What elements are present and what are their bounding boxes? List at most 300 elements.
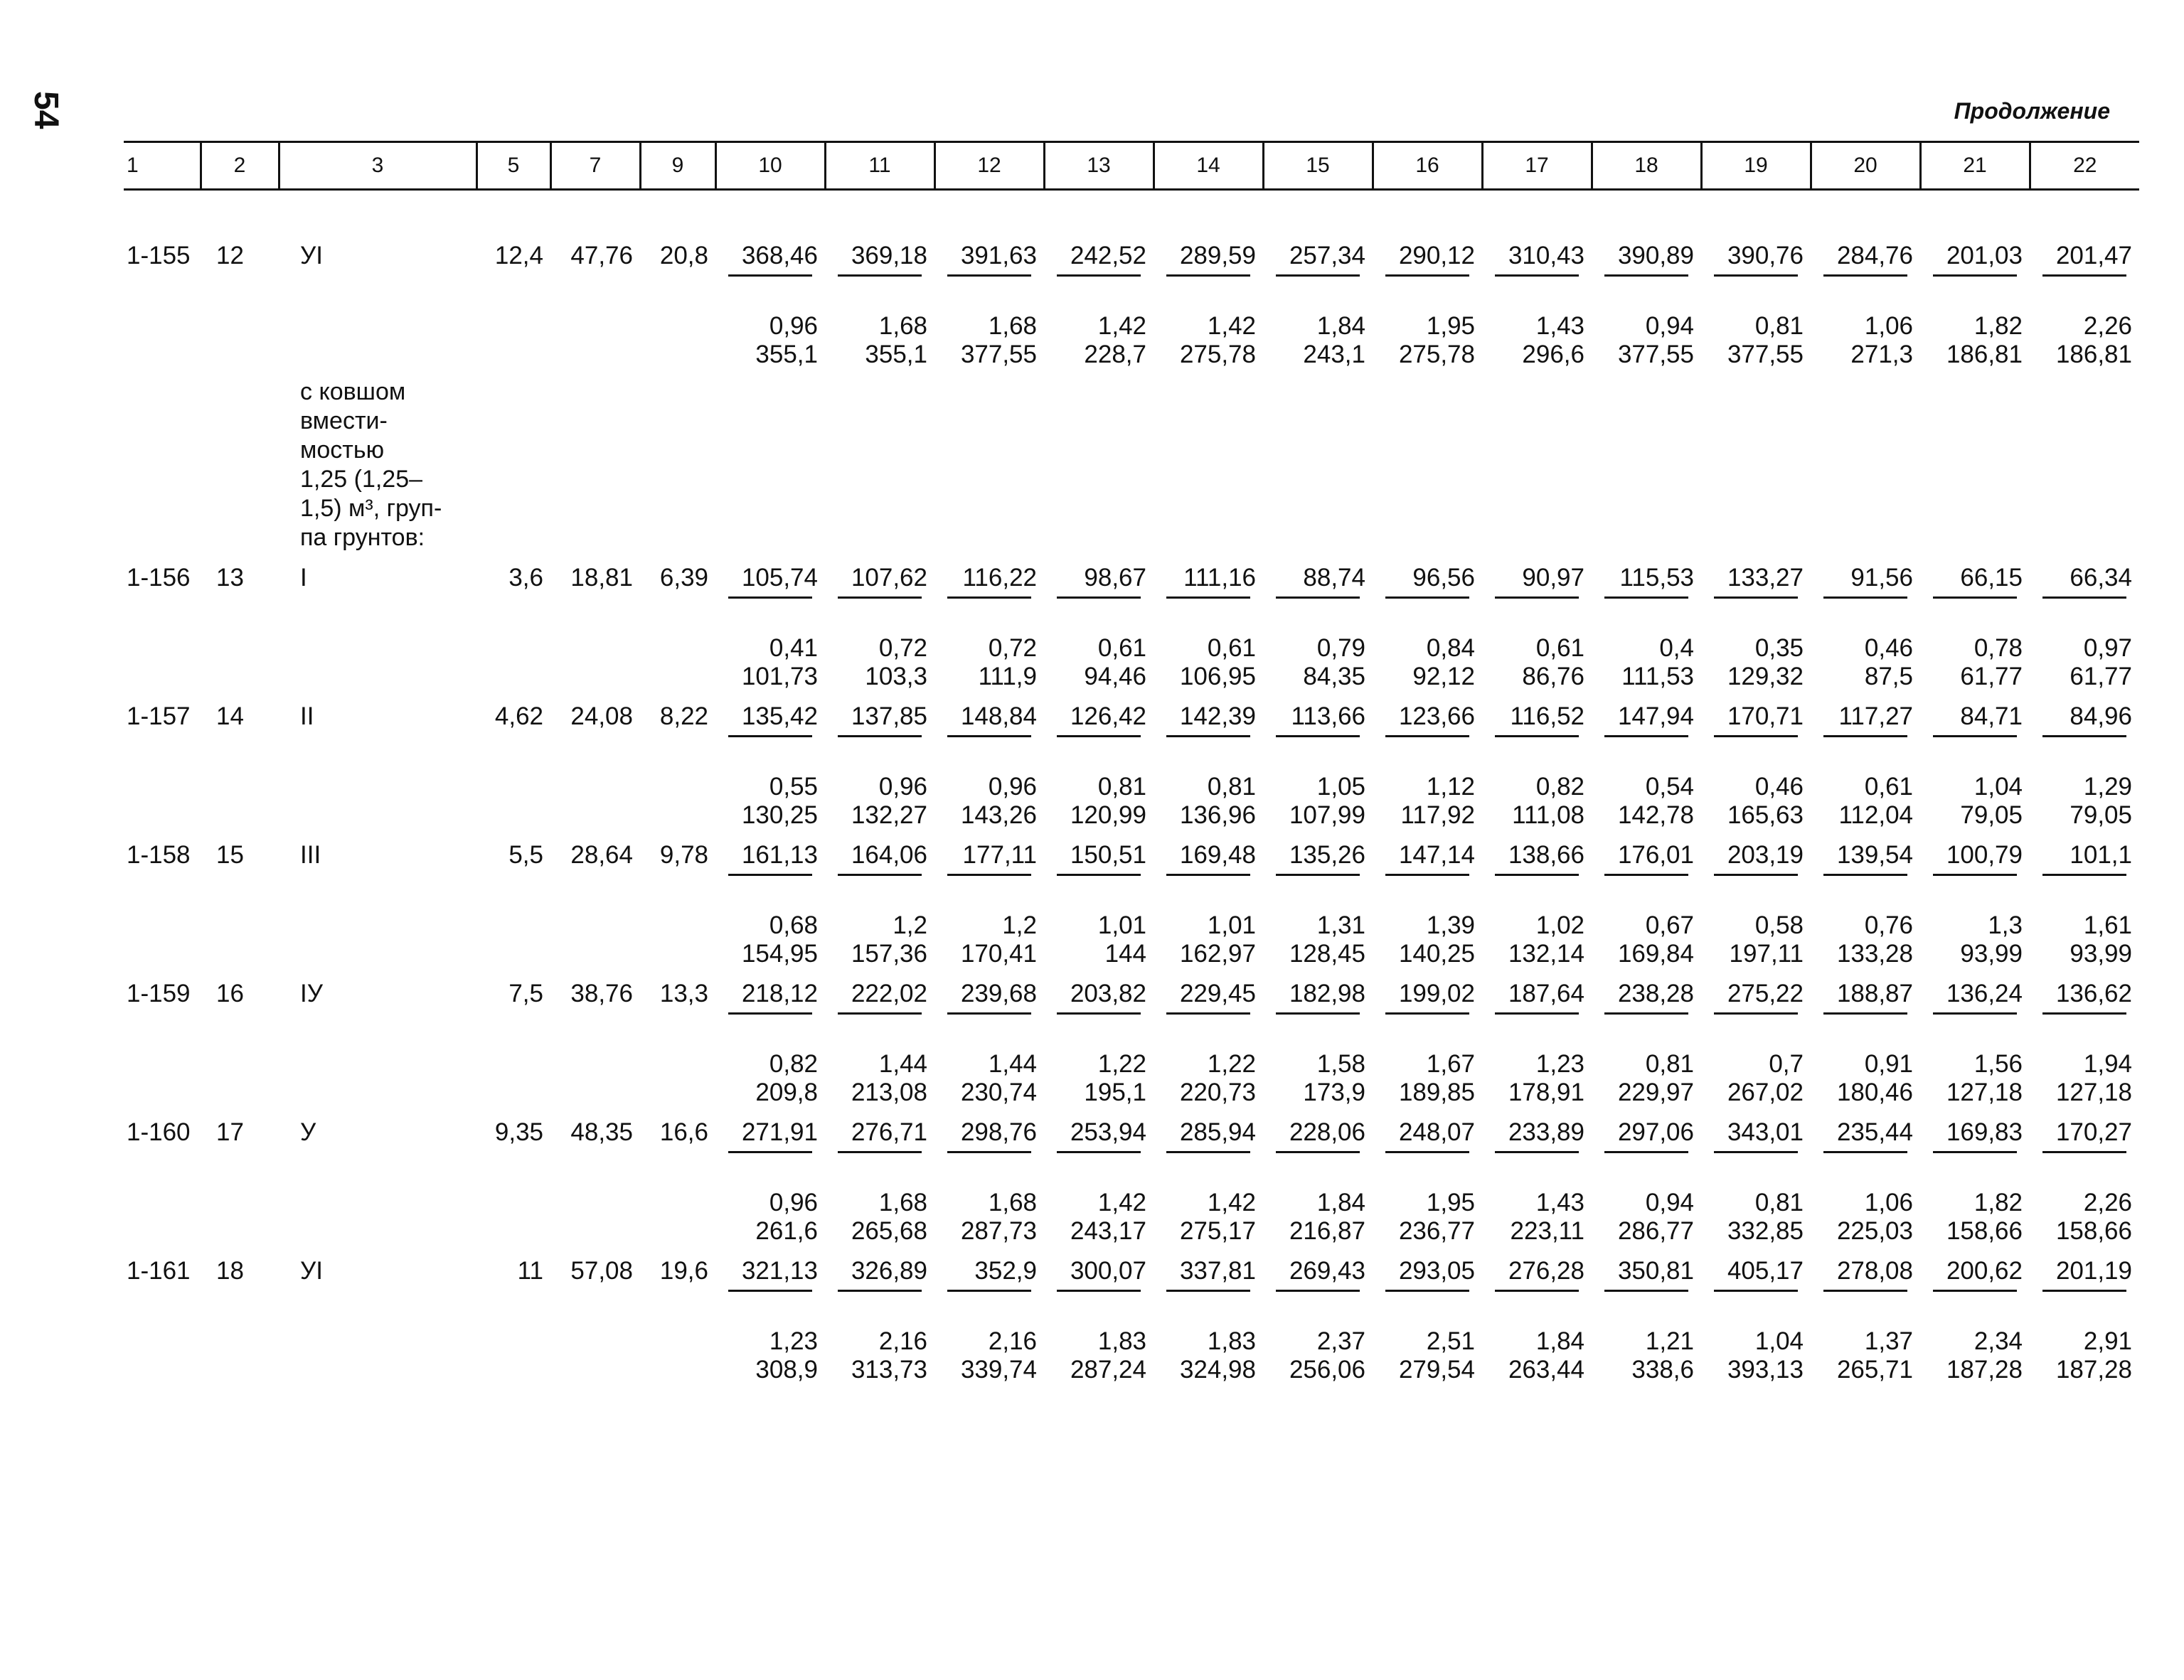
value-cell [1044, 1107, 1154, 1246]
value-top: 203,82 [1070, 980, 1146, 1007]
cell-col5: 5,5 [508, 841, 543, 869]
fraction-divider [1933, 735, 2017, 766]
value-cell [825, 1107, 934, 1246]
value-mid: 0,97 [2083, 634, 2132, 662]
value-top: 164,06 [851, 841, 927, 869]
value-cell [715, 830, 825, 968]
value-bottom: 216,87 [1289, 1217, 1365, 1245]
value-top: 105,74 [741, 564, 818, 592]
fraction-divider [1495, 1151, 1579, 1182]
value-top: 369,18 [851, 242, 927, 269]
value-mid: 1,68 [988, 312, 1037, 340]
table-body [124, 190, 2139, 1385]
value-bottom: 287,24 [1070, 1356, 1146, 1384]
value-cell [1811, 230, 1920, 369]
fraction-divider [1057, 1012, 1141, 1043]
value-mid: 1,23 [1535, 1050, 1584, 1078]
cell-col7: 57,08 [570, 1257, 633, 1285]
value-top: 269,43 [1289, 1257, 1365, 1285]
value-cell [1701, 552, 1811, 691]
cell-col7: 38,76 [570, 980, 633, 1007]
value-cell [2030, 830, 2139, 968]
value-top: 276,71 [851, 1118, 927, 1146]
value-mid: 0,46 [1864, 634, 1913, 662]
value-cell [715, 552, 825, 691]
value-cell [1154, 1107, 1263, 1246]
fraction-divider [1166, 1012, 1250, 1043]
fraction-divider [1604, 1151, 1688, 1182]
value-mid: 0,35 [1754, 634, 1804, 662]
column-header: 15 [1263, 142, 1373, 190]
fraction-divider [1057, 1151, 1141, 1182]
fraction-divider [947, 1151, 1031, 1182]
value-cell [1373, 968, 1482, 1107]
fraction-divider [1495, 1290, 1579, 1320]
value-cell [1482, 691, 1592, 830]
value-top: 107,62 [851, 564, 927, 592]
value-top: 201,19 [2055, 1257, 2132, 1285]
value-top: 300,07 [1070, 1257, 1146, 1285]
value-mid: 1,01 [1097, 911, 1146, 939]
value-top: 66,34 [2070, 564, 2132, 592]
value-cell [1811, 691, 1920, 830]
value-cell [1373, 552, 1482, 691]
value-mid: 0,94 [1645, 1189, 1694, 1216]
value-bottom: 377,55 [1727, 341, 1804, 368]
value-cell [1044, 230, 1154, 369]
value-top: 148,84 [960, 702, 1037, 730]
fraction-divider [1823, 874, 1907, 904]
value-cell [934, 1107, 1044, 1246]
table-row [124, 552, 2139, 691]
row-number: 13 [216, 564, 244, 592]
fraction-divider [728, 1012, 812, 1043]
value-bottom: 170,41 [960, 940, 1037, 968]
value-top: 278,08 [1836, 1257, 1913, 1285]
fraction-divider [1604, 274, 1688, 305]
value-mid: 2,16 [988, 1327, 1037, 1355]
subheading-row [124, 369, 2139, 552]
value-cell [1044, 968, 1154, 1107]
value-top: 147,94 [1617, 702, 1694, 730]
fraction-divider [947, 735, 1031, 766]
value-mid: 1,42 [1097, 312, 1146, 340]
value-top: 135,26 [1289, 841, 1365, 869]
row-code: 1-157 [127, 702, 191, 730]
value-cell [1044, 552, 1154, 691]
value-top: 90,97 [1522, 564, 1584, 592]
value-mid: 2,16 [878, 1327, 927, 1355]
value-mid: 2,26 [2083, 1189, 2132, 1216]
table-row [124, 1246, 2139, 1384]
value-bottom: 263,44 [1508, 1356, 1584, 1384]
fraction-divider [728, 874, 812, 904]
value-cell [2030, 1107, 2139, 1246]
fraction-divider [1276, 596, 1360, 627]
value-bottom: 93,99 [2070, 940, 2132, 968]
fraction-divider [2042, 596, 2126, 627]
fraction-divider [1166, 1151, 1250, 1182]
value-top: 126,42 [1070, 702, 1146, 730]
value-bottom: 209,8 [755, 1079, 818, 1106]
bucket-subheading: с ковшом вмести- мостью 1,25 (1,25– 1,5) м³, груп- па грунтов: [300, 378, 442, 551]
value-cell [1701, 1246, 1811, 1384]
row-number: 15 [216, 841, 244, 869]
fraction-divider [1385, 274, 1469, 305]
value-mid: 1,01 [1207, 911, 1256, 939]
value-mid: 1,68 [878, 312, 927, 340]
value-top: 321,13 [741, 1257, 818, 1285]
fraction-divider [1823, 274, 1907, 305]
value-bottom: 187,28 [2055, 1356, 2132, 1384]
value-cell [1811, 552, 1920, 691]
value-top: 66,15 [1960, 564, 2023, 592]
fraction-divider [1823, 1151, 1907, 1182]
value-top: 352,9 [974, 1257, 1037, 1285]
value-cell [825, 230, 934, 369]
cell-col9: 20,8 [659, 242, 708, 269]
value-cell [1811, 968, 1920, 1107]
value-mid: 1,42 [1097, 1189, 1146, 1216]
value-cell [1592, 552, 1701, 691]
fraction-divider [1933, 1151, 2017, 1182]
value-bottom: 243,17 [1070, 1217, 1146, 1245]
row-code: 1-158 [127, 841, 191, 869]
table-row [124, 691, 2139, 830]
value-cell [825, 1246, 934, 1384]
column-header: 19 [1701, 142, 1811, 190]
cell-col9: 16,6 [659, 1118, 708, 1146]
value-bottom: 94,46 [1084, 663, 1146, 690]
value-cell [1701, 1107, 1811, 1246]
row-number: 14 [216, 702, 244, 730]
value-cell [1044, 1246, 1154, 1384]
value-top: 142,39 [1179, 702, 1256, 730]
fraction-divider [1276, 1012, 1360, 1043]
row-number: 17 [216, 1118, 244, 1146]
value-top: 138,66 [1508, 841, 1584, 869]
value-mid: 0,96 [878, 773, 927, 801]
soil-group: III [300, 841, 321, 869]
value-cell [1263, 1107, 1373, 1246]
value-mid: 0,81 [1754, 1189, 1804, 1216]
fraction-divider [838, 1151, 922, 1182]
value-top: 100,79 [1946, 841, 2023, 869]
fraction-divider [1276, 274, 1360, 305]
value-mid: 1,61 [2083, 911, 2132, 939]
value-bottom: 132,27 [851, 801, 927, 829]
value-cell [1701, 230, 1811, 369]
value-mid: 2,34 [1973, 1327, 2023, 1355]
column-header: 3 [279, 142, 476, 190]
value-bottom: 158,66 [2055, 1217, 2132, 1245]
value-mid: 1,44 [878, 1050, 927, 1078]
value-mid: 1,82 [1973, 312, 2023, 340]
fraction-divider [1385, 1012, 1469, 1043]
value-mid: 1,3 [1988, 911, 2023, 939]
value-bottom: 165,63 [1727, 801, 1804, 829]
value-cell [1482, 830, 1592, 968]
value-bottom: 186,81 [1946, 341, 2023, 368]
value-bottom: 339,74 [960, 1356, 1037, 1384]
value-top: 222,02 [851, 980, 927, 1007]
value-bottom: 195,1 [1084, 1079, 1146, 1106]
value-mid: 0,81 [1097, 773, 1146, 801]
value-mid: 0,78 [1973, 634, 2023, 662]
fraction-divider [1604, 1012, 1688, 1043]
column-header: 21 [1920, 142, 2030, 190]
value-top: 271,91 [741, 1118, 818, 1146]
fraction-divider [1823, 1290, 1907, 1320]
fraction-divider [728, 274, 812, 305]
value-bottom: 111,53 [1621, 663, 1694, 690]
value-top: 135,42 [741, 702, 818, 730]
value-top: 298,76 [960, 1118, 1037, 1146]
fraction-divider [1057, 874, 1141, 904]
value-mid: 1,84 [1316, 312, 1365, 340]
value-mid: 1,94 [2083, 1050, 2132, 1078]
fraction-divider [1933, 274, 2017, 305]
value-mid: 0,61 [1864, 773, 1913, 801]
value-mid: 0,67 [1645, 911, 1694, 939]
value-bottom: 180,46 [1836, 1079, 1913, 1106]
value-bottom: 178,91 [1508, 1079, 1584, 1106]
value-bottom: 61,77 [2070, 663, 2132, 690]
page-number: 54 [27, 91, 65, 129]
value-cell [715, 1107, 825, 1246]
header-row [124, 142, 2139, 190]
value-mid: 0,72 [988, 634, 1037, 662]
value-mid: 1,12 [1426, 773, 1475, 801]
cell-col7: 18,81 [570, 564, 633, 592]
value-top: 113,66 [1291, 702, 1365, 730]
value-cell [934, 691, 1044, 830]
value-bottom: 197,11 [1729, 940, 1804, 968]
value-mid: 1,39 [1426, 911, 1475, 939]
fraction-divider [838, 1012, 922, 1043]
value-cell [1044, 830, 1154, 968]
soil-group: IУ [300, 980, 323, 1007]
value-mid: 1,44 [988, 1050, 1037, 1078]
cell-col9: 9,78 [659, 841, 708, 869]
value-bottom: 87,5 [1864, 663, 1913, 690]
value-top: 239,68 [960, 980, 1037, 1007]
value-cell [825, 552, 934, 691]
value-bottom: 256,06 [1289, 1356, 1365, 1384]
value-top: 117,27 [1838, 702, 1913, 730]
fraction-divider [1166, 274, 1250, 305]
fraction-divider [1166, 735, 1250, 766]
value-cell [1811, 830, 1920, 968]
table-row [124, 968, 2139, 1107]
value-mid: 0,84 [1426, 634, 1475, 662]
value-bottom: 144 [1104, 940, 1146, 968]
value-bottom: 243,1 [1303, 341, 1365, 368]
value-cell [934, 968, 1044, 1107]
value-cell [1920, 552, 2030, 691]
value-cell [825, 691, 934, 830]
fraction-divider [947, 874, 1031, 904]
value-top: 201,47 [2055, 242, 2132, 269]
fraction-divider [1714, 735, 1798, 766]
fraction-divider [1933, 874, 2017, 904]
fraction-divider [728, 596, 812, 627]
table-row [124, 830, 2139, 968]
value-top: 253,94 [1070, 1118, 1146, 1146]
value-mid: 0,81 [1754, 312, 1804, 340]
value-mid: 1,37 [1864, 1327, 1913, 1355]
fraction-divider [1385, 874, 1469, 904]
value-mid: 0,96 [769, 1189, 818, 1216]
value-bottom: 189,85 [1398, 1079, 1475, 1106]
soil-group: УI [300, 242, 323, 269]
value-top: 248,07 [1398, 1118, 1475, 1146]
value-bottom: 79,05 [2070, 801, 2132, 829]
row-code: 1-161 [127, 1257, 191, 1285]
value-cell [715, 968, 825, 1107]
value-mid: 0,79 [1316, 634, 1365, 662]
value-bottom: 111,9 [978, 663, 1037, 690]
fraction-divider [947, 274, 1031, 305]
fraction-divider [1604, 735, 1688, 766]
value-top: 176,01 [1617, 841, 1694, 869]
value-cell [1920, 691, 2030, 830]
value-bottom: 162,97 [1179, 940, 1256, 968]
value-bottom: 355,1 [865, 341, 927, 368]
value-mid: 1,22 [1097, 1050, 1146, 1078]
value-cell [1592, 968, 1701, 1107]
cell-col5: 12,4 [494, 242, 543, 269]
value-cell [715, 691, 825, 830]
value-cell [1044, 691, 1154, 830]
column-header: 18 [1592, 142, 1701, 190]
value-mid: 2,91 [2083, 1327, 2132, 1355]
value-bottom: 271,3 [1850, 341, 1913, 368]
value-cell [1701, 830, 1811, 968]
value-cell [934, 1246, 1044, 1384]
fraction-divider [1166, 596, 1250, 627]
fraction-divider [2042, 1151, 2126, 1182]
fraction-divider [1166, 874, 1250, 904]
row-number: 12 [216, 242, 244, 269]
value-bottom: 230,74 [960, 1079, 1037, 1106]
value-cell [1811, 1107, 1920, 1246]
row-number: 16 [216, 980, 244, 1007]
column-header: 22 [2030, 142, 2139, 190]
value-top: 182,98 [1289, 980, 1365, 1007]
value-mid: 0,81 [1645, 1050, 1694, 1078]
value-top: 233,89 [1508, 1118, 1584, 1146]
value-mid: 1,42 [1207, 1189, 1256, 1216]
value-mid: 2,26 [2083, 312, 2132, 340]
fraction-divider [838, 1290, 922, 1320]
value-mid: 1,2 [893, 911, 927, 939]
value-top: 177,11 [962, 841, 1037, 869]
value-mid: 1,31 [1316, 911, 1365, 939]
value-bottom: 106,95 [1179, 663, 1256, 690]
fraction-divider [1495, 596, 1579, 627]
value-top: 187,64 [1508, 980, 1584, 1007]
value-top: 170,71 [1727, 702, 1804, 730]
value-cell [1373, 830, 1482, 968]
row-code: 1-160 [127, 1118, 191, 1146]
value-bottom: 236,77 [1398, 1217, 1475, 1245]
row-number: 18 [216, 1257, 244, 1285]
value-top: 115,53 [1619, 564, 1694, 592]
value-bottom: 86,76 [1522, 663, 1584, 690]
value-top: 275,22 [1727, 980, 1804, 1007]
value-bottom: 154,95 [741, 940, 818, 968]
value-bottom: 101,73 [741, 663, 818, 690]
value-bottom: 173,9 [1303, 1079, 1365, 1106]
value-top: 390,76 [1727, 242, 1804, 269]
fraction-divider [1714, 1290, 1798, 1320]
value-bottom: 136,96 [1179, 801, 1256, 829]
value-cell [715, 230, 825, 369]
value-top: 203,19 [1727, 841, 1804, 869]
value-top: 147,14 [1398, 841, 1475, 869]
value-mid: 1,04 [1754, 1327, 1804, 1355]
value-cell [1701, 968, 1811, 1107]
value-bottom: 213,08 [851, 1079, 927, 1106]
fraction-divider [1495, 274, 1579, 305]
column-header: 2 [201, 142, 279, 190]
value-bottom: 287,73 [960, 1217, 1037, 1245]
soil-group: II [300, 702, 314, 730]
column-header: 16 [1373, 142, 1482, 190]
value-bottom: 324,98 [1179, 1356, 1256, 1384]
cell-col5: 3,6 [508, 564, 543, 592]
value-top: 169,83 [1946, 1118, 2023, 1146]
value-top: 116,52 [1510, 702, 1584, 730]
value-cell [1263, 968, 1373, 1107]
fraction-divider [1057, 735, 1141, 766]
fraction-divider [1714, 596, 1798, 627]
value-cell [1920, 1107, 2030, 1246]
fraction-divider [1276, 874, 1360, 904]
value-mid: 2,37 [1316, 1327, 1365, 1355]
value-cell [1154, 830, 1263, 968]
cell-col7: 28,64 [570, 841, 633, 869]
value-top: 161,13 [741, 841, 818, 869]
value-mid: 0,96 [769, 312, 818, 340]
value-mid: 2,51 [1426, 1327, 1475, 1355]
value-mid: 0,58 [1754, 911, 1804, 939]
value-bottom: 107,99 [1289, 801, 1365, 829]
value-bottom: 267,02 [1727, 1079, 1804, 1106]
column-header: 12 [934, 142, 1044, 190]
value-bottom: 223,11 [1510, 1217, 1584, 1245]
value-bottom: 393,13 [1727, 1356, 1804, 1384]
fraction-divider [1604, 874, 1688, 904]
value-mid: 1,04 [1973, 773, 2023, 801]
value-cell [1373, 1107, 1482, 1246]
value-top: 101,1 [2070, 841, 2132, 869]
value-cell [1701, 691, 1811, 830]
value-top: 133,27 [1727, 564, 1804, 592]
value-top: 242,52 [1070, 242, 1146, 269]
value-cell [2030, 230, 2139, 369]
value-top: 326,89 [851, 1257, 927, 1285]
value-mid: 0,61 [1207, 634, 1256, 662]
value-bottom: 225,03 [1836, 1217, 1913, 1245]
value-bottom: 140,25 [1398, 940, 1475, 968]
value-bottom: 187,28 [1946, 1356, 2023, 1384]
value-mid: 0,82 [769, 1050, 818, 1078]
value-mid: 0,91 [1864, 1050, 1913, 1078]
value-cell [1154, 1246, 1263, 1384]
value-cell [934, 552, 1044, 691]
